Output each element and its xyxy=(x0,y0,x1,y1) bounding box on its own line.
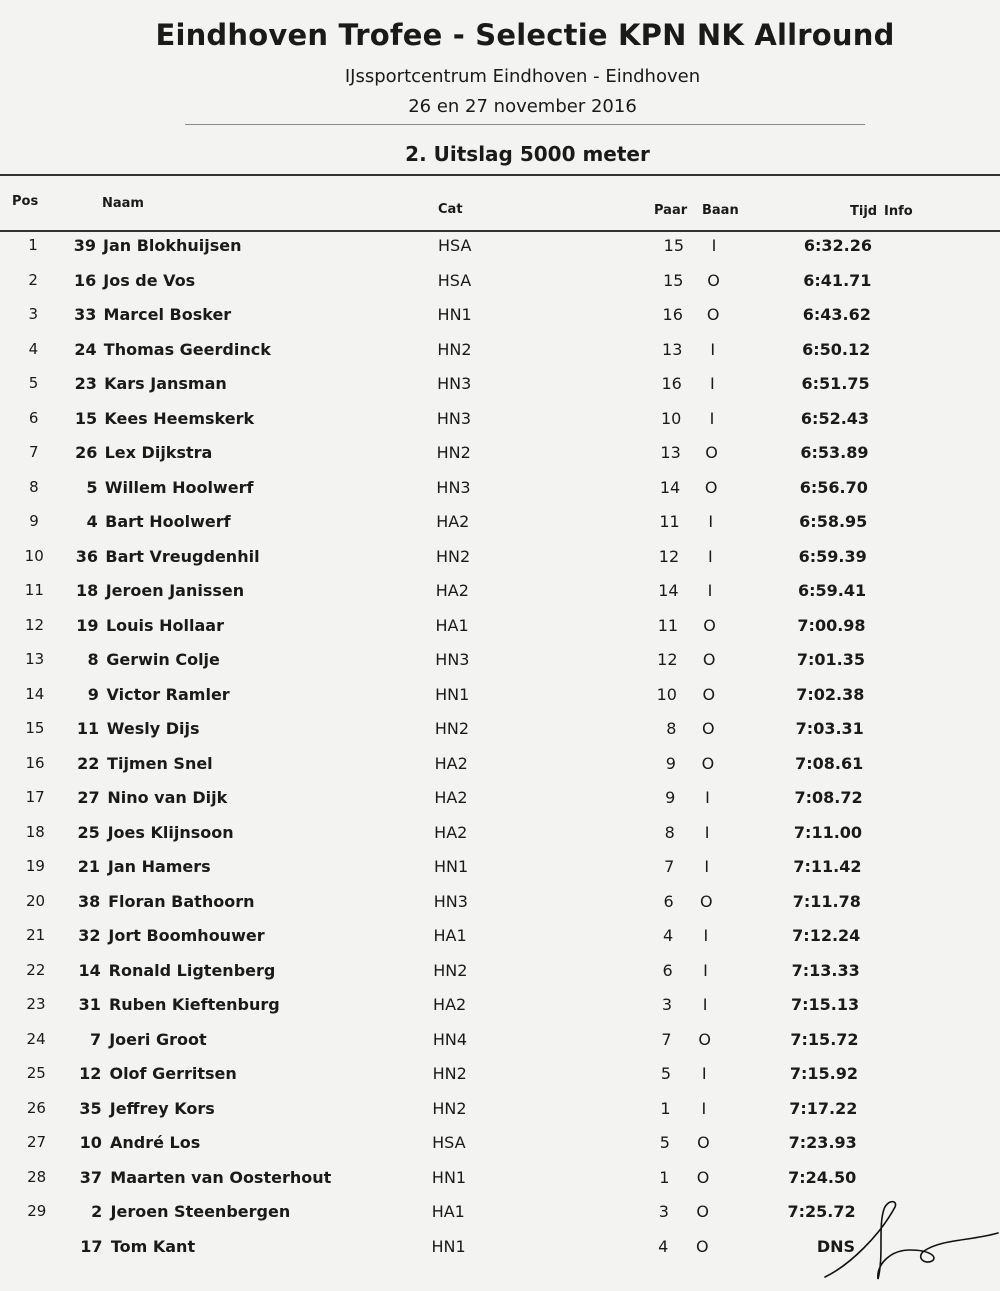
rank-cell: 21 xyxy=(26,926,46,944)
skater-name-cell: Jeroen Steenbergen xyxy=(110,1202,291,1221)
rank-cell: 29 xyxy=(27,1202,47,1220)
pair-cell: 12 xyxy=(658,546,680,566)
pair-cell: 16 xyxy=(661,374,682,393)
start-number-cell: 9 xyxy=(87,684,99,704)
table-row xyxy=(0,305,1000,335)
pair-cell: 13 xyxy=(660,443,681,462)
skater-name-cell: Jeroen Janissen xyxy=(105,581,245,600)
lane-cell: O xyxy=(696,1167,710,1187)
rank-cell: 1 xyxy=(28,236,38,254)
table-row xyxy=(0,823,1000,853)
time-cell: 6:53.89 xyxy=(800,443,869,462)
table-row xyxy=(0,926,1000,956)
table-row xyxy=(0,1133,1000,1163)
pair-cell: 3 xyxy=(661,995,673,1014)
start-number-cell: 7 xyxy=(90,1029,102,1049)
table-row xyxy=(0,685,1000,715)
start-number-cell: 18 xyxy=(75,581,99,600)
time-cell: 6:32.26 xyxy=(803,236,872,255)
pair-cell: 16 xyxy=(662,305,683,324)
time-cell: 7:08.61 xyxy=(795,753,864,773)
table-row xyxy=(0,1168,1000,1198)
pair-cell: 10 xyxy=(656,684,677,704)
lane-cell: O xyxy=(696,1202,709,1221)
time-cell: 7:08.72 xyxy=(794,788,863,807)
rank-cell: 24 xyxy=(26,1029,46,1048)
start-number-cell: 31 xyxy=(78,995,101,1014)
start-number-cell: 22 xyxy=(77,753,100,773)
skater-name-cell: Tijmen Snel xyxy=(107,753,213,773)
table-row xyxy=(0,271,1000,301)
dates-line: 26 en 27 november 2016 xyxy=(408,96,637,117)
table-row xyxy=(0,340,1000,370)
lane-cell: O xyxy=(705,443,718,462)
rank-cell: 23 xyxy=(26,995,46,1013)
rank-cell: 28 xyxy=(27,1167,47,1186)
pair-cell: 4 xyxy=(658,1236,669,1256)
start-number-cell: 19 xyxy=(76,615,99,635)
category-cell: HSA xyxy=(432,1133,466,1152)
time-cell: 7:15.72 xyxy=(790,1029,859,1049)
start-number-cell: 38 xyxy=(78,891,101,911)
skater-name-cell: Willem Hoolwerf xyxy=(104,477,254,497)
start-number-cell: 12 xyxy=(79,1064,102,1083)
venue-line: IJssportcentrum Eindhoven - Eindhoven xyxy=(344,66,701,87)
rank-cell: 3 xyxy=(28,305,39,323)
column-header-info: Info xyxy=(884,204,913,219)
pair-cell: 4 xyxy=(663,926,674,945)
table-row xyxy=(0,788,1000,818)
table-row xyxy=(0,754,1000,784)
lane-cell: O xyxy=(702,650,716,669)
time-cell: 6:56.70 xyxy=(799,477,868,497)
start-number-cell: 15 xyxy=(74,408,98,428)
lane-cell: O xyxy=(701,753,715,773)
start-number-cell: 23 xyxy=(74,374,97,393)
column-header-paar: Paar xyxy=(654,203,688,218)
pair-cell: 10 xyxy=(660,408,682,428)
rank-cell: 26 xyxy=(26,1098,46,1117)
lane-cell: O xyxy=(700,891,713,911)
category-cell: HN1 xyxy=(435,684,470,704)
pair-cell: 14 xyxy=(659,477,681,497)
pair-cell: 7 xyxy=(661,1029,672,1049)
table-row xyxy=(0,1099,1000,1129)
category-cell: HSA xyxy=(438,236,472,255)
column-header-baan: Baan xyxy=(702,203,739,218)
pair-cell: 5 xyxy=(660,1064,672,1083)
skater-name-cell: Joes Klijnsoon xyxy=(107,822,234,842)
start-number-cell: 33 xyxy=(74,305,97,324)
document-title: Eindhoven Trofee - Selectie KPN NK Allround xyxy=(155,18,895,52)
skater-name-cell: Nino van Dijk xyxy=(107,788,228,807)
category-cell: HA1 xyxy=(433,926,467,945)
rank-cell: 15 xyxy=(25,719,45,737)
pair-cell: 12 xyxy=(657,650,678,669)
time-cell: DNS xyxy=(816,1236,856,1256)
time-cell: 6:59.41 xyxy=(798,581,867,600)
skater-name-cell: Jort Boomhouwer xyxy=(108,926,265,945)
lane-cell: I xyxy=(701,1098,707,1118)
start-number-cell: 11 xyxy=(76,719,100,738)
time-cell: 7:15.92 xyxy=(789,1064,858,1083)
pair-cell: 11 xyxy=(659,512,680,531)
rank-cell: 6 xyxy=(28,408,39,427)
category-cell: HN3 xyxy=(436,408,472,428)
category-cell: HA2 xyxy=(433,995,467,1014)
table-row xyxy=(0,995,1000,1025)
skater-name-cell: Jan Blokhuijsen xyxy=(103,236,242,255)
lane-cell: O xyxy=(706,305,720,324)
rank-cell: 5 xyxy=(28,374,39,392)
table-row xyxy=(0,1064,1000,1094)
pair-cell: 1 xyxy=(660,1098,671,1118)
category-cell: HN2 xyxy=(437,339,472,359)
skater-name-cell: Olof Gerritsen xyxy=(109,1064,237,1083)
table-top-rule xyxy=(0,174,1000,176)
start-number-cell: 24 xyxy=(74,339,97,359)
pair-cell: 9 xyxy=(665,753,676,773)
pair-cell: 5 xyxy=(659,1133,670,1152)
column-header-cat: Cat xyxy=(438,202,463,217)
start-number-cell: 17 xyxy=(80,1236,103,1256)
rank-cell: 17 xyxy=(25,788,45,806)
category-cell: HSA xyxy=(437,270,472,290)
skater-name-cell: Jeffrey Kors xyxy=(109,1098,215,1118)
column-header-pos: Pos xyxy=(12,194,39,209)
lane-cell: I xyxy=(707,581,713,600)
category-cell: HN2 xyxy=(432,1064,467,1083)
rank-cell: 9 xyxy=(29,512,39,530)
category-cell: HN1 xyxy=(431,1167,467,1187)
start-number-cell: 10 xyxy=(79,1133,102,1152)
table-row xyxy=(0,616,1000,646)
skater-name-cell: Joeri Groot xyxy=(109,1029,207,1049)
time-cell: 7:17.22 xyxy=(789,1098,858,1118)
start-number-cell: 26 xyxy=(75,443,98,462)
rank-cell: 25 xyxy=(26,1064,46,1082)
pair-cell: 15 xyxy=(663,270,684,290)
table-row xyxy=(0,961,1000,991)
rank-cell: 22 xyxy=(26,960,46,979)
start-number-cell: 16 xyxy=(73,270,97,290)
rank-cell: 18 xyxy=(25,822,45,841)
pair-cell: 6 xyxy=(662,960,673,980)
skater-name-cell: Wesly Dijs xyxy=(106,719,200,738)
skater-name-cell: Ronald Ligtenberg xyxy=(108,960,276,980)
category-cell: HN2 xyxy=(434,719,470,738)
time-cell: 6:51.75 xyxy=(801,374,870,393)
table-row xyxy=(0,443,1000,473)
category-cell: HN1 xyxy=(433,857,469,876)
start-number-cell: 39 xyxy=(73,236,96,255)
pair-cell: 7 xyxy=(664,857,675,876)
pair-cell: 13 xyxy=(662,339,683,359)
skater-name-cell: Kars Jansman xyxy=(104,374,227,393)
lane-cell: O xyxy=(702,719,715,738)
start-number-cell: 36 xyxy=(75,546,99,566)
start-number-cell: 14 xyxy=(78,960,101,980)
time-cell: 7:11.00 xyxy=(793,822,863,842)
table-row xyxy=(0,478,1000,508)
start-number-cell: 4 xyxy=(86,512,98,531)
lane-cell: I xyxy=(710,339,716,359)
table-row xyxy=(0,892,1000,922)
lane-cell: I xyxy=(703,926,709,945)
lane-cell: I xyxy=(701,1064,707,1083)
category-cell: HN1 xyxy=(437,305,472,324)
skater-name-cell: Floran Bathoorn xyxy=(108,891,255,911)
table-row xyxy=(0,650,1000,680)
table-row xyxy=(0,409,1000,439)
time-cell: 7:03.31 xyxy=(795,719,864,738)
rank-cell: 10 xyxy=(24,546,44,565)
skater-name-cell: Bart Vreugdenhil xyxy=(105,546,260,566)
skater-name-cell: Tom Kant xyxy=(110,1236,196,1256)
lane-cell: I xyxy=(707,546,713,566)
pair-cell: 8 xyxy=(664,822,675,842)
category-cell: HN4 xyxy=(432,1029,467,1049)
time-cell: 6:58.95 xyxy=(799,512,868,531)
category-cell: HA2 xyxy=(436,512,470,531)
rank-cell: 27 xyxy=(26,1133,47,1151)
time-cell: 6:59.39 xyxy=(798,546,867,566)
rank-cell: 20 xyxy=(26,891,46,910)
rank-cell: 13 xyxy=(25,650,45,668)
skater-name-cell: Jos de Vos xyxy=(103,270,196,290)
time-cell: 7:11.42 xyxy=(793,857,862,876)
pair-cell: 9 xyxy=(665,788,676,807)
time-cell: 6:43.62 xyxy=(802,305,871,324)
start-number-cell: 8 xyxy=(87,650,99,669)
skater-name-cell: Louis Hollaar xyxy=(105,615,224,635)
skater-name-cell: Maarten van Oosterhout xyxy=(110,1167,332,1187)
lane-cell: I xyxy=(708,512,714,531)
category-cell: HA2 xyxy=(434,788,468,807)
rank-cell: 14 xyxy=(25,684,45,703)
category-cell: HA2 xyxy=(434,753,468,773)
rank-cell: 11 xyxy=(24,581,44,599)
category-cell: HN2 xyxy=(435,546,471,566)
divider xyxy=(185,124,865,125)
lane-cell: O xyxy=(704,477,718,497)
section-title: 2. Uitslag 5000 meter xyxy=(405,142,650,166)
time-cell: 7:15.13 xyxy=(790,995,860,1014)
time-cell: 7:01.35 xyxy=(796,650,865,669)
lane-cell: I xyxy=(704,822,710,842)
category-cell: HN1 xyxy=(431,1236,466,1256)
start-number-cell: 21 xyxy=(77,857,101,876)
skater-name-cell: André Los xyxy=(110,1133,201,1152)
start-number-cell: 32 xyxy=(78,926,101,945)
pair-cell: 15 xyxy=(663,236,684,255)
lane-cell: I xyxy=(702,995,708,1014)
skater-name-cell: Ruben Kieftenburg xyxy=(108,995,280,1014)
time-cell: 7:23.93 xyxy=(788,1133,857,1152)
category-cell: HN2 xyxy=(433,960,468,980)
start-number-cell: 5 xyxy=(86,477,98,497)
skater-name-cell: Jan Hamers xyxy=(107,857,211,876)
lane-cell: O xyxy=(702,684,716,704)
lane-cell: I xyxy=(704,857,710,876)
lane-cell: O xyxy=(695,1236,709,1256)
category-cell: HN2 xyxy=(436,443,471,462)
table-row xyxy=(0,581,1000,611)
start-number-cell: 35 xyxy=(79,1098,102,1118)
table-row xyxy=(0,1030,1000,1060)
table-row xyxy=(0,719,1000,749)
lane-cell: O xyxy=(703,615,716,635)
rank-cell: 19 xyxy=(25,857,45,875)
skater-name-cell: Thomas Geerdinck xyxy=(103,339,271,359)
rank-cell: 2 xyxy=(28,270,38,289)
signature-scribble xyxy=(820,1195,1000,1285)
time-cell: 6:41.71 xyxy=(803,270,872,290)
category-cell: HN3 xyxy=(436,477,471,497)
pair-cell: 6 xyxy=(663,891,674,911)
pair-cell: 14 xyxy=(658,581,679,600)
lane-cell: I xyxy=(709,408,715,428)
time-cell: 7:02.38 xyxy=(796,684,865,704)
category-cell: HA1 xyxy=(431,1202,465,1221)
time-cell: 7:12.24 xyxy=(792,926,861,945)
skater-name-cell: Marcel Bosker xyxy=(103,305,232,324)
lane-cell: I xyxy=(710,374,715,393)
time-cell: 6:50.12 xyxy=(802,339,871,359)
time-cell: 7:25.72 xyxy=(787,1202,856,1221)
rank-cell: 16 xyxy=(25,753,45,772)
header-rule xyxy=(0,230,1000,232)
skater-name-cell: Victor Ramler xyxy=(106,684,230,704)
lane-cell: I xyxy=(711,236,717,255)
time-cell: 7:13.33 xyxy=(791,960,860,980)
rank-cell: 7 xyxy=(29,443,39,461)
category-cell: HN3 xyxy=(437,374,472,393)
table-row xyxy=(0,236,1000,266)
time-cell: 6:52.43 xyxy=(800,408,870,428)
pair-cell: 11 xyxy=(657,615,679,635)
lane-cell: I xyxy=(703,960,708,980)
column-header-tijd: Tijd xyxy=(850,204,878,219)
pair-cell: 3 xyxy=(658,1202,669,1221)
category-cell: HN3 xyxy=(435,650,470,669)
column-header-naam: Naam xyxy=(102,196,144,211)
skater-name-cell: Lex Dijkstra xyxy=(104,443,213,462)
table-row xyxy=(0,857,1000,887)
skater-name-cell: Gerwin Colje xyxy=(106,650,220,669)
lane-cell: O xyxy=(697,1133,710,1152)
time-cell: 7:00.98 xyxy=(797,615,866,635)
table-row xyxy=(0,547,1000,577)
lane-cell: O xyxy=(698,1029,711,1049)
table-row xyxy=(0,512,1000,542)
skater-name-cell: Kees Heemskerk xyxy=(104,408,255,428)
category-cell: HA1 xyxy=(435,615,469,635)
category-cell: HA2 xyxy=(434,822,468,842)
lane-cell: O xyxy=(707,270,720,290)
category-cell: HN2 xyxy=(432,1098,467,1118)
pair-cell: 8 xyxy=(666,719,677,738)
skater-name-cell: Bart Hoolwerf xyxy=(105,512,231,531)
time-cell: 7:24.50 xyxy=(788,1167,857,1187)
lane-cell: I xyxy=(705,788,710,807)
time-cell: 7:11.78 xyxy=(792,891,861,911)
rank-cell: 4 xyxy=(28,339,39,358)
start-number-cell: 2 xyxy=(91,1202,103,1221)
category-cell: HA2 xyxy=(435,581,469,600)
table-row xyxy=(0,374,1000,404)
start-number-cell: 25 xyxy=(77,822,100,842)
category-cell: HN3 xyxy=(433,891,468,911)
rank-cell: 8 xyxy=(29,477,39,496)
start-number-cell: 37 xyxy=(79,1167,103,1187)
pair-cell: 1 xyxy=(659,1167,670,1187)
start-number-cell: 27 xyxy=(77,788,100,807)
rank-cell: 12 xyxy=(24,615,45,634)
